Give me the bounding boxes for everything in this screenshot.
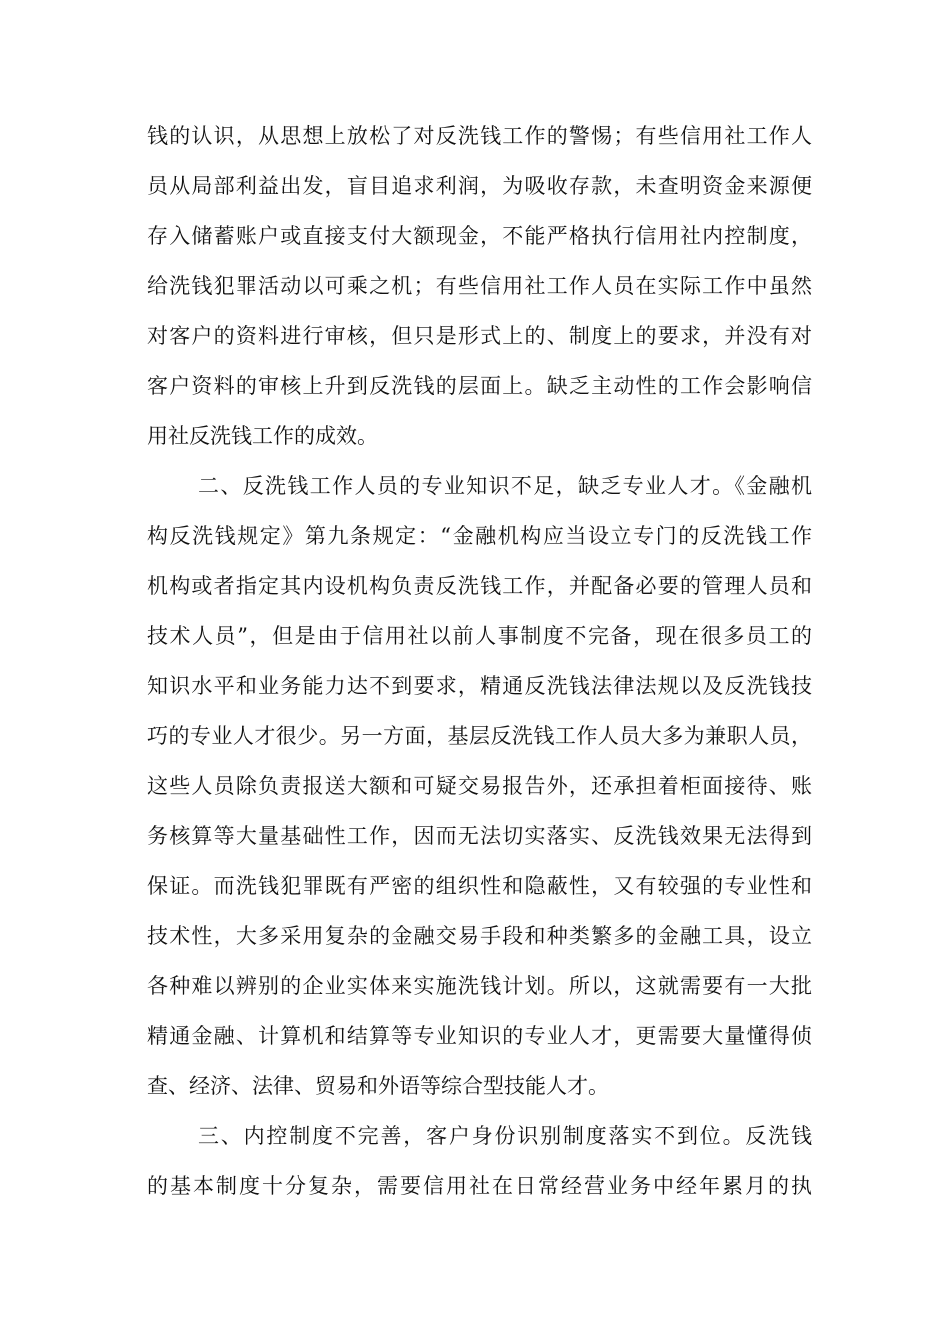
paragraph-2-line-6: 巧的专业人才很少。另一方面，基层反洗钱工作人员大多为兼职人员， (147, 724, 812, 748)
paragraph-2-line-13: 查、经济、法律、贸易和外语等综合型技能人才。 (147, 1074, 609, 1098)
paragraph-1-line-1: 钱的认识，从思想上放松了对反洗钱工作的警惕；有些信用社工作人 (147, 124, 812, 148)
paragraph-2-line-3: 机构或者指定其内设机构负责反洗钱工作，并配备必要的管理人员和 (147, 574, 812, 598)
paragraph-2-line-7: 这些人员除负责报送大额和可疑交易报告外，还承担着柜面接待、账 (147, 774, 812, 798)
paragraph-2-line-8: 务核算等大量基础性工作，因而无法切实落实、反洗钱效果无法得到 (147, 824, 812, 848)
paragraph-2-line-11: 各种难以辨别的企业实体来实施洗钱计划。所以，这就需要有一大批 (147, 974, 812, 998)
paragraph-2-line-2: 构反洗钱规定》第九条规定：“金融机构应当设立专门的反洗钱工作 (147, 524, 812, 548)
paragraph-2-line-9: 保证。而洗钱犯罪既有严密的组织性和隐蔽性，又有较强的专业性和 (147, 874, 812, 898)
paragraph-1-line-3: 存入储蓄账户或直接支付大额现金，不能严格执行信用社内控制度， (147, 224, 812, 248)
paragraph-2-line-4: 技术人员”，但是由于信用社以前人事制度不完备，现在很多员工的 (147, 624, 812, 648)
paragraph-3-line-1: 三、内控制度不完善，客户身份识别制度落实不到位。反洗钱 (198, 1124, 812, 1148)
paragraph-1-line-5: 对客户的资料进行审核，但只是形式上的、制度上的要求，并没有对 (147, 324, 812, 348)
paragraph-3-line-2: 的基本制度十分复杂，需要信用社在日常经营业务中经年累月的执 (147, 1174, 812, 1198)
paragraph-1-line-6: 客户资料的审核上升到反洗钱的层面上。缺乏主动性的工作会影响信 (147, 374, 812, 398)
paragraph-1-line-4: 给洗钱犯罪活动以可乘之机；有些信用社工作人员在实际工作中虽然 (147, 274, 812, 298)
paragraph-2-line-1: 二、反洗钱工作人员的专业知识不足，缺乏专业人才。《金融机 (198, 474, 812, 498)
paragraph-2-line-5: 知识水平和业务能力达不到要求，精通反洗钱法律法规以及反洗钱技 (147, 674, 812, 698)
paragraph-1-line-2: 员从局部利益出发，盲目追求利润，为吸收存款，未查明资金来源便 (147, 174, 812, 198)
paragraph-1-line-7: 用社反洗钱工作的成效。 (147, 424, 378, 448)
paragraph-2-line-10: 技术性，大多采用复杂的金融交易手段和种类繁多的金融工具，设立 (147, 924, 812, 948)
paragraph-2-line-12: 精通金融、计算机和结算等专业知识的专业人才，更需要大量懂得侦 (147, 1024, 812, 1048)
